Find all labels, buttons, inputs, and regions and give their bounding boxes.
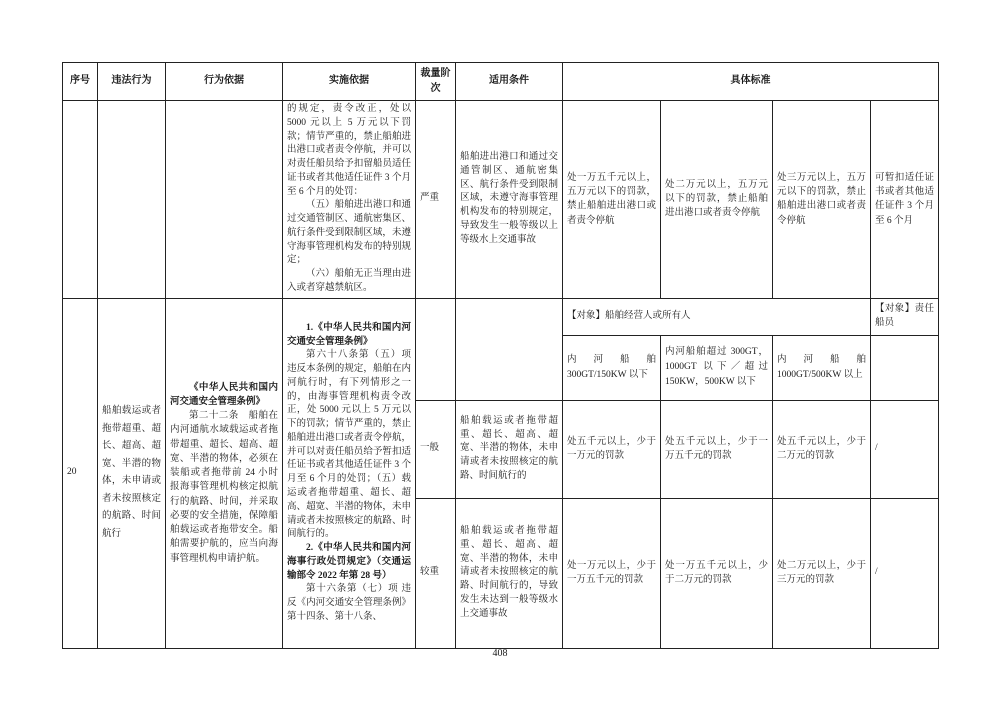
cell-20-shiyong-empty xyxy=(456,298,563,400)
law-title: 2.《中华人民共和国内河海事行政处罚规定》（交通运输部令 2022 年第 28 号） xyxy=(287,543,411,581)
cell-20-size4-empty xyxy=(871,335,939,400)
cell-prev-std1: 处一万五千元以上，五万元以下的罚款，禁止船舶进出港口或者责令停航 xyxy=(563,101,661,299)
shishi-paragraph: 的规定，责令改正，处以 5000 元以上 5 万元以下罚款；情节严重的，禁止船舶进出港口或者责令停航，并可以对责任船员给予扣留船员适任证书或者其他适任证件 3 个月至 6 个月的处罚： xyxy=(287,104,411,197)
col-header-xingwei: 行为依据 xyxy=(166,63,283,101)
cell-prev-std2: 处二万元以上，五万元以下的罚款，禁止船舶进出港口或者责令停航 xyxy=(661,101,773,299)
cell-20-general-std4: / xyxy=(871,400,939,498)
cell-20-heavier-std1: 处一万元以上，少于一万五千元的罚款 xyxy=(563,498,661,648)
cell-prev-zailiang: 严重 xyxy=(416,101,456,299)
cell-20-heavier-std3: 处二万元以上，少于三万元的罚款 xyxy=(773,498,871,648)
cell-prev-xingwei-empty xyxy=(166,101,283,299)
table-header-row xyxy=(63,63,939,101)
cell-20-general-std3: 处五千元以上，少于二万元的罚款 xyxy=(773,400,871,498)
cell-20-shishi xyxy=(283,298,416,648)
cell-20-general-std1: 处五千元以上，少于一万元的罚款 xyxy=(563,400,661,498)
penalty-standards-table xyxy=(62,62,939,649)
law-body: 第十六条第（七）项 违反《内河交通安全管理条例》第十四条、第十八条、 xyxy=(287,584,411,622)
cell-20-heavier-std4: / xyxy=(871,498,939,648)
cell-20-general-zailiang: 一般 xyxy=(416,400,456,498)
col-header-juti: 具体标准 xyxy=(563,63,939,101)
cell-prev-std3: 处三万元以上，五万元以下的罚款，禁止船舶进出港口或者责令停航 xyxy=(773,101,871,299)
row-continuation xyxy=(63,101,939,299)
cell-20-heavier-shiyong: 船舶载运或者拖带超重、超长、超高、超宽、半潜的物体，未申请或者未按照核定的航路、时间航行的，导致发生未达到一般等级水上交通事故 xyxy=(456,498,563,648)
cell-20-general-shiyong: 船舶载运或者拖带超重、超长、超高、超宽、半潜的物体，未申请或者未按照核定的航路、时间航行的 xyxy=(456,400,563,498)
law-body: 第六十八条第（五）项 违反本条例的规定，船舶在内河航行时，有下列情形之一的，由海事管理机构责令改正，处 5000 元以上 5 万元以下的罚款；情节严重的，禁止船舶进出港口或者责令停航，并可以对责任船员给予暂扣适任证书或者其他适任证件 3 个月至 6 个月的处罚；（五）载运或者拖带超重、超长、超高、超宽、半潜的物体，未申请或者未按照核定的航路、时间航行的。 xyxy=(287,350,411,540)
row-20-object xyxy=(63,298,939,335)
cell-20-heavier-std2: 处一万五千元以上，少于二万元的罚款 xyxy=(661,498,773,648)
col-header-shiyong: 适用条件 xyxy=(456,63,563,101)
cell-20-object-owner: 【对象】船舶经营人或所有人 xyxy=(563,298,871,335)
cell-20-xingwei xyxy=(166,298,283,648)
law-title: 1.《中华人民共和国内河交通安全管理条例》 xyxy=(287,322,411,347)
cell-20-size1: 内河船舶 300GT/150KW 以下 xyxy=(563,335,661,400)
cell-20-size2: 内河船舶超过 300GT，1000GT 以下／超过 150KW，500KW 以下 xyxy=(661,335,773,400)
shishi-paragraph: （六）船舶无正当理由进入或者穿越禁航区。 xyxy=(287,269,411,293)
col-header-shishi: 实施依据 xyxy=(283,63,416,101)
cell-prev-shiyong: 船舶进出港口和通过交通管制区、通航密集区、航行条件受到限制区域，未遵守海事管理机构发布的特别规定，导致发生一般等级以上等级水上交通事故 xyxy=(456,101,563,299)
cell-20-heavier-zailiang: 较重 xyxy=(416,498,456,648)
col-header-zailiang: 裁量阶次 xyxy=(416,63,456,101)
cell-20-zailiang-empty xyxy=(416,298,456,400)
cell-20-weifa: 船舶载运或者拖带超重、超长、超高、超宽、半潜的物体，未申请或者未按照核定的航路、时间航行 xyxy=(98,298,166,648)
col-header-weifa: 违法行为 xyxy=(98,63,166,101)
cell-20-size3: 内河船舶 1000GT/500KW 以上 xyxy=(773,335,871,400)
cell-prev-xuhao-empty xyxy=(63,101,98,299)
law-title: 《中华人民共和国内河交通安全管理条例》 xyxy=(170,382,278,407)
law-body: 第二十二条 船舶在内河通航水域载运或者拖带超重、超长、超高、超宽、半潜的物体，必须在装船或者拖带前 24 小时报海事管理机构核定拟航行的航路、时间，并采取必要的安全措施，保障船舶载运或者拖带安全。船舶需要护航的，应当向海事管理机构申请护航。 xyxy=(170,411,278,564)
col-header-xuhao: 序号 xyxy=(63,63,98,101)
cell-prev-weifa-empty xyxy=(98,101,166,299)
page-number: 408 xyxy=(492,648,508,659)
cell-20-xuhao: 20 xyxy=(63,298,98,648)
cell-prev-std4: 可暂扣适任证书或者其他适任证件 3 个月至 6 个月 xyxy=(871,101,939,299)
cell-20-object-crew: 【对象】责任船员 xyxy=(871,298,939,335)
cell-20-general-std2: 处五千元以上，少于一万五千元的罚款 xyxy=(661,400,773,498)
shishi-paragraph: （五）船舶进出港口和通过交通管制区、通航密集区、航行条件受到限制区域，未遵守海事管理机构发布的特别规定； xyxy=(287,200,411,266)
cell-prev-shishi xyxy=(283,101,416,299)
